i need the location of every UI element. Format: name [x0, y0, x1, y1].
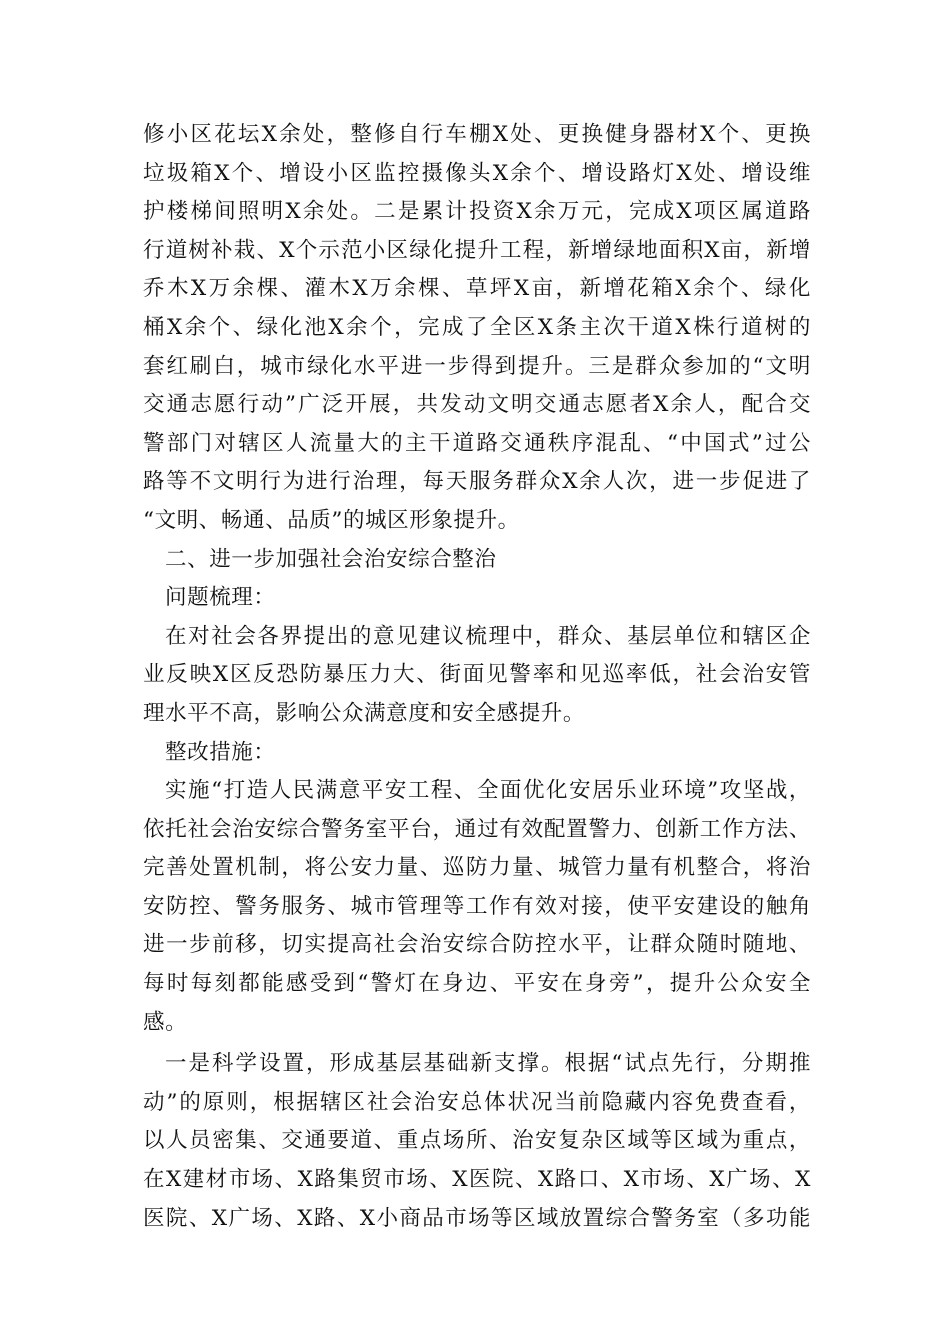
subheading-problem-review: 问题梳理： — [165, 585, 276, 611]
text-line-3: 护楼梯间照明X余处。二是累计投资X余万元，完成X项区属道路 — [143, 199, 811, 225]
text-line-16: 理水平不高，影响公众满意度和安全感提升。 — [143, 700, 586, 726]
text-line-21: 安防控、警务服务、城市管理等工作有效对接，使平安建设的触角 — [143, 893, 811, 919]
text-line-1: 修小区花坛X余处，整修自行车棚X处、更换健身器材X个、更换 — [143, 122, 811, 147]
text-line-24: 感。 — [143, 1009, 188, 1035]
text-line-26: 动”的原则，根据辖区社会治安总体状况当前隐藏内容免费查看， — [143, 1089, 811, 1115]
text-line-10: 路等不文明行为进行治理，每天服务群众X余人次，进一步促进了 — [143, 469, 811, 495]
text-line-4: 行道树补栽、X个示范小区绿化提升工程，新增绿地面积X亩，新增 — [143, 237, 811, 263]
text-line-2: 垃圾箱X个、增设小区监控摄像头X余个、增设路灯X处、增设维 — [143, 160, 811, 186]
text-line-25: 一是科学设置，形成基层基础新支撑。根据“试点先行，分期推 — [165, 1051, 811, 1077]
text-line-20: 完善处置机制，将公安力量、巡防力量、城管力量有机整合，将治 — [143, 855, 811, 881]
text-line-8: 交通志愿行动”广泛开展，共发动文明交通志愿者X余人，配合交 — [143, 392, 811, 418]
text-line-15: 业反映X区反恐防暴压力大、街面见警率和见巡率低，社会治安管 — [143, 662, 811, 688]
text-line-22: 进一步前移，切实提高社会治安综合防控水平，让群众随时随地、 — [143, 932, 811, 958]
text-line-5: 乔木X万余棵、灌木X万余棵、草坪X亩，新增花箱X余个、绿化 — [143, 276, 811, 302]
text-line-7: 套红刷白，城市绿化水平进一步得到提升。三是群众参加的“文明 — [143, 353, 811, 379]
text-line-6: 桶X余个、绿化池X余个，完成了全区X条主次干道X株行道树的 — [143, 314, 811, 340]
text-line-23: 每时每刻都能感受到“警灯在身边、平安在身旁”，提升公众安全 — [143, 971, 811, 997]
text-line-28: 在X建材市场、X路集贸市场、X医院、X路口、X市场、X广场、X — [143, 1167, 811, 1193]
text-line-11: “文明、畅通、品质”的城区形象提升。 — [143, 507, 520, 533]
subheading-rectification-measures: 整改措施： — [165, 739, 276, 765]
text-line-18: 实施“打造人民满意平安工程、全面优化安居乐业环境”攻坚战， — [165, 778, 811, 804]
section-heading: 二、进一步加强社会治安综合整治 — [165, 546, 497, 572]
text-line-29: 医院、X广场、X路、X小商品市场等区域放置综合警务室（多功能 — [143, 1205, 811, 1231]
text-line-9: 警部门对辖区人流量大的主干道路交通秩序混乱、“中国式”过公 — [143, 430, 811, 456]
text-line-19: 依托社会治安综合警务室平台，通过有效配置警力、创新工作方法、 — [143, 816, 811, 842]
document-body — [143, 116, 811, 1238]
text-line-14: 在对社会各界提出的意见建议梳理中，群众、基层单位和辖区企 — [165, 623, 811, 649]
text-line-27: 以人员密集、交通要道、重点场所、治安复杂区域等区域为重点， — [143, 1128, 811, 1154]
